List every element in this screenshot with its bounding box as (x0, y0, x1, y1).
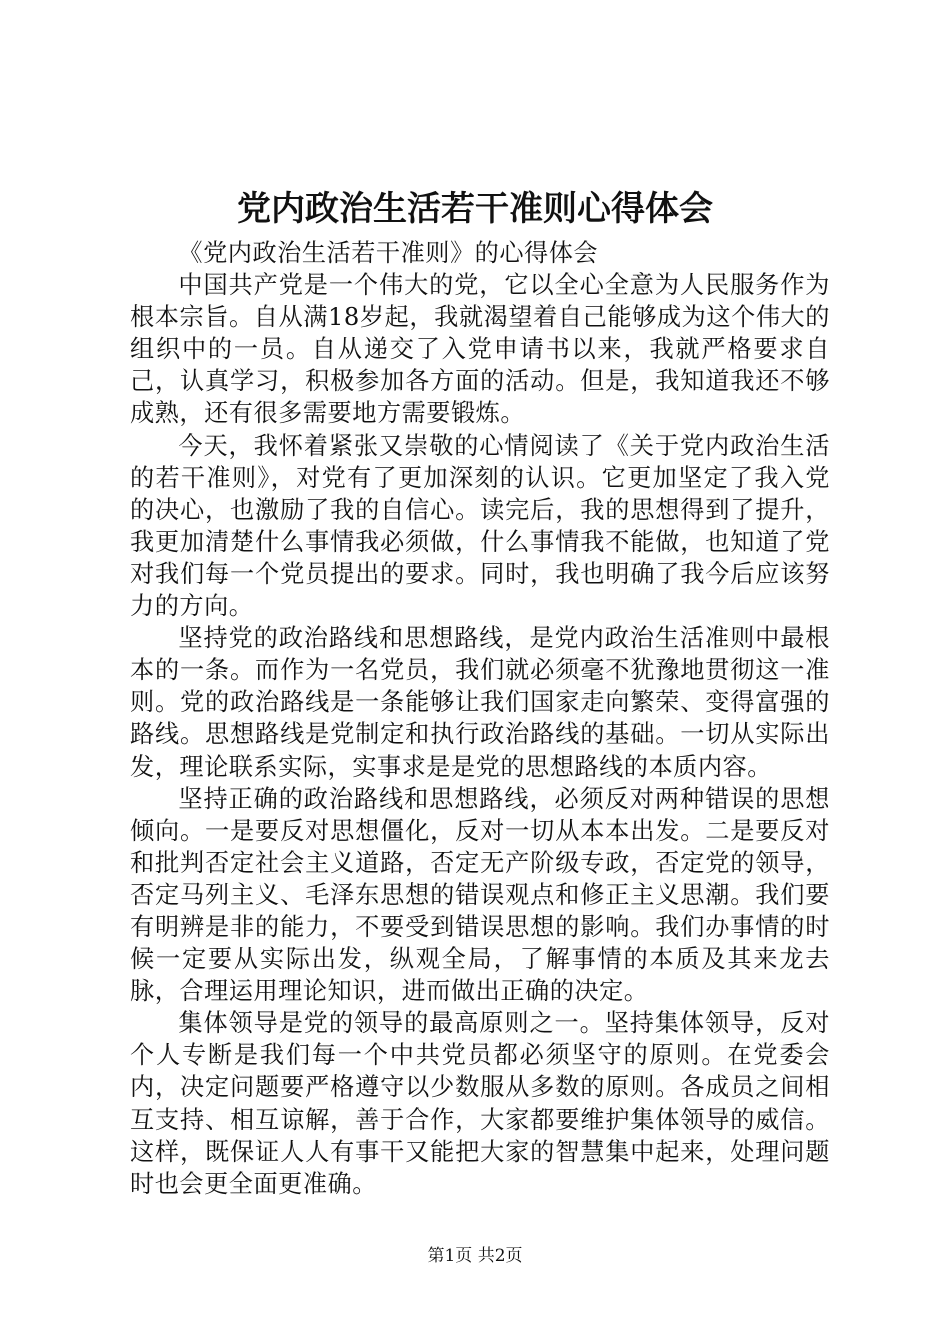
document-body (130, 237, 830, 1200)
body-paragraph: 坚持正确的政治路线和思想路线，必须反对两种错误的思想倾向。一是要反对思想僵化，反对一切从本本出发。二是要反对和批判否定社会主义道路，否定无产阶级专政，否定党的领导，否定马列主义、毛泽东思想的错误观点和修正主义思潮。我们要有明辨是非的能力，不要受到错误思想的影响。我们办事情的时候一定要从实际出发，纵观全局，了解事情的本质及其来龙去脉，合理运用理论知识，进而做出正确的决定。 (130, 784, 830, 1006)
body-paragraph: 集体领导是党的领导的最高原则之一。坚持集体领导，反对个人专断是我们每一个中共党员都必须坚守的原则。在党委会内，决定问题要严格遵守以少数服从多数的原则。各成员之间相互支持、相互谅解，善于合作，大家都要维护集体领导的威信。这样，既保证人人有事干又能把大家的智慧集中起来，处理问题时也会更全面更准确。 (130, 1009, 830, 1198)
subtitle-paragraph: 《党内政治生活若干准则》的心得体会 (178, 239, 599, 267)
body-paragraph: 中国共产党是一个伟大的党，它以全心全意为人民服务作为根本宗旨。自从满18岁起，我就渴望着自己能够成为这个伟大的组织中的一员。自从递交了入党申请书以来，我就严格要求自己，认真学习，积极参加各方面的活动。但是，我知道我还不够成熟，还有很多需要地方需要锻炼。 (130, 271, 830, 428)
body-paragraph: 坚持党的政治路线和思想路线，是党内政治生活准则中最根本的一条。而作为一名党员，我们就必须毫不犹豫地贯彻这一准则。党的政治路线是一条能够让我们国家走向繁荣、变得富强的路线。思想路线是党制定和执行政治路线的基础。一切从实际出发，理论联系实际，实事求是是党的思想路线的本质内容。 (130, 624, 830, 781)
body-paragraph: 今天，我怀着紧张又崇敬的心情阅读了《关于党内政治生活的若干准则》，对党有了更加深刻的认识。它更加坚定了我入党的决心，也激励了我的自信心。读完后，我的思想得到了提升，我更加清楚什么事情我必须做，什么事情我不能做，也知道了党对我们每一个党员提出的要求。同时，我也明确了我今后应该努力的方向。 (130, 431, 830, 621)
document-title: 党内政治生活若干准则心得体会 (237, 189, 713, 229)
page-footer: 第1页 共2页 (427, 1246, 523, 1266)
